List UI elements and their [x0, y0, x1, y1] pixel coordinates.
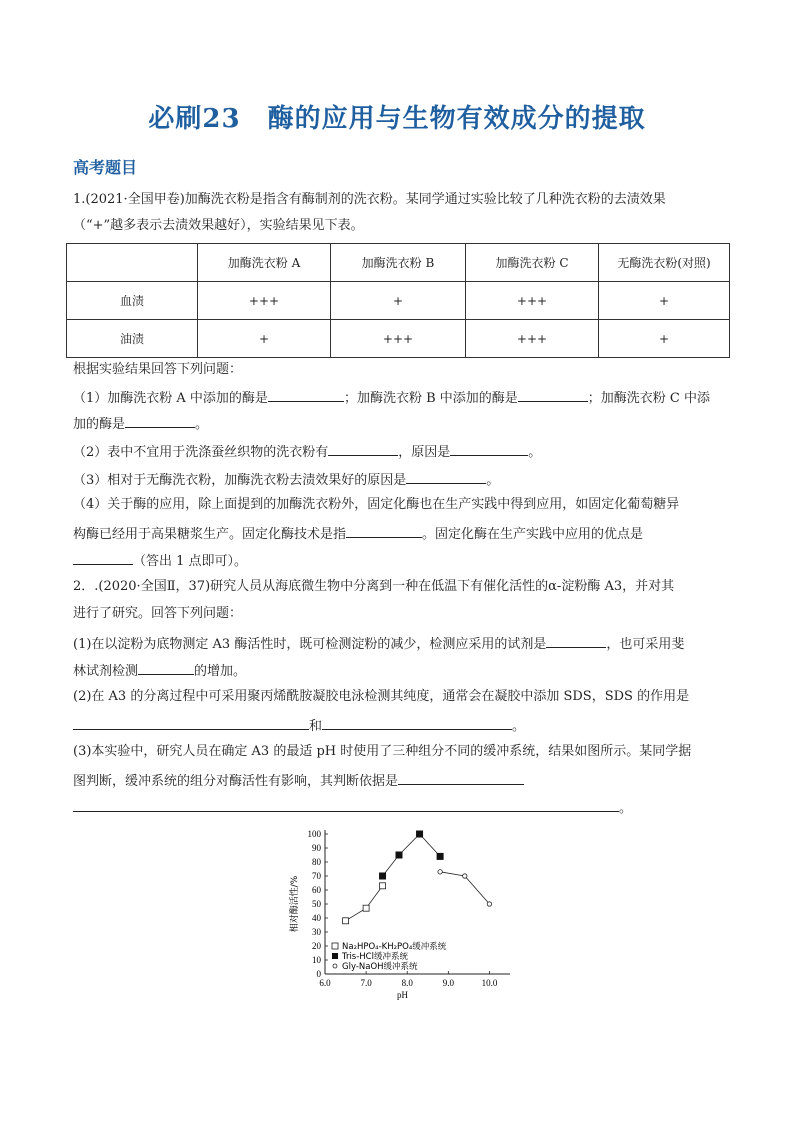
table-cell: 油渍: [67, 320, 198, 358]
data-point: [416, 831, 423, 838]
q1-part2: （2）表中不宜用于洗涤蚕丝织物的洗衣粉有 ，原因是 。: [73, 441, 733, 462]
table-cell: +: [198, 320, 331, 358]
y-tick-label: 10: [312, 955, 321, 965]
answer-blank[interactable]: [346, 523, 422, 538]
data-point: [438, 870, 442, 874]
page-title: 必刷23 酶的应用与生物有效成分的提取: [148, 104, 646, 134]
y-tick-label: 20: [312, 941, 321, 951]
q2-part1-line2: 林试剂检测 的增加。: [73, 660, 733, 681]
answer-blank[interactable]: [73, 797, 619, 812]
data-point: [380, 883, 386, 889]
y-tick-label: 100: [307, 829, 321, 839]
table-cell: 血渍: [67, 282, 198, 320]
table-row: [67, 320, 730, 358]
q2-part2-line2: 和 。: [73, 715, 733, 736]
table-cell: +++: [198, 282, 331, 320]
legend-marker: [333, 964, 337, 968]
q2-part2-line1: (2)在 A3 的分离过程中可采用聚丙烯酰胺凝胶电泳检测其纯度，通常会在凝胶中添加 SDS，SDS 的作用是: [73, 689, 690, 704]
answer-blank[interactable]: [125, 413, 195, 428]
q1-part3: （3）相对于无酶洗衣粉，加酶洗衣粉去渍效果好的原因是 。: [73, 469, 733, 490]
legend-label: Gly-NaOH缓冲系统: [342, 962, 418, 972]
data-point: [379, 873, 386, 880]
q1-part1-line2: 加的酶是 。: [73, 413, 733, 434]
data-point: [343, 918, 349, 924]
x-tick-label: 7.0: [360, 978, 372, 988]
y-tick-label: 50: [312, 899, 321, 909]
y-tick-label: 30: [312, 927, 321, 937]
table-header-cell: 加酶洗衣粉 B: [331, 244, 466, 282]
answer-blank[interactable]: [450, 441, 528, 456]
data-point: [487, 902, 491, 906]
x-tick-label: 10.0: [481, 978, 498, 988]
y-tick-label: 60: [312, 885, 321, 895]
x-tick-label: 9.0: [442, 978, 454, 988]
legend-label: Na₂HPO₄-KH₂PO₄缓冲系统: [342, 942, 447, 952]
series-line: [346, 886, 383, 921]
legend-label: Tris-HCl缓冲系统: [342, 952, 408, 962]
q2-intro-line2: 进行了研究。回答下列问题：: [73, 606, 243, 621]
answer-blank[interactable]: [73, 715, 309, 730]
x-tick-label: 6.0: [319, 978, 331, 988]
table-cell: +: [599, 282, 730, 320]
q2-part3-line3: 。: [73, 797, 733, 818]
q1-part4-line3: （答出 1 点即可）。: [73, 550, 733, 571]
table-cell: +: [599, 320, 730, 358]
enzyme-activity-chart: [280, 822, 520, 1007]
data-point: [396, 852, 403, 859]
table-header-cell: 加酶洗衣粉 A: [198, 244, 331, 282]
table-header-cell: [67, 244, 198, 282]
q1-part4-line2: 构酶已经用于高果糖浆生产。固定化酶技术是指 。固定化酶在生产实践中应用的优点是: [73, 523, 733, 544]
answer-blank[interactable]: [406, 469, 486, 484]
q1-answer-prompt: 根据实验结果回答下列问题：: [73, 362, 243, 377]
section-heading: 高考题目: [73, 158, 138, 177]
legend-marker: [332, 953, 338, 959]
y-tick-label: 0: [316, 969, 321, 979]
legend-marker: [332, 943, 338, 949]
answer-blank[interactable]: [546, 633, 606, 648]
answer-blank[interactable]: [322, 715, 512, 730]
table-cell: +++: [466, 320, 599, 358]
answer-blank[interactable]: [73, 550, 133, 565]
series-line: [383, 834, 441, 876]
table-cell: +++: [466, 282, 599, 320]
table-header-cell: 加酶洗衣粉 C: [466, 244, 599, 282]
table-cell: +++: [331, 320, 466, 358]
q2-part1-line1: (1)在以淀粉为底物测定 A3 酶活性时，既可检测淀粉的减少，检测应采用的试剂是 ，也可采用斐: [73, 633, 733, 654]
q1-part1-line1: （1）加酶洗衣粉 A 中添加的酶是 ；加酶洗衣粉 B 中添加的酶是 ；加酶洗衣粉 C 中添: [73, 387, 733, 408]
data-point: [363, 905, 369, 911]
answer-blank[interactable]: [398, 770, 524, 785]
q2-part3-line2: 图判断，缓冲系统的组分对酶活性有影响，其判断依据是: [73, 770, 733, 791]
x-axis-label: pH: [397, 990, 408, 1000]
q1-intro-line2: （“+”越多表示去渍效果越好），实验结果见下表。: [73, 218, 364, 233]
data-point: [437, 853, 444, 860]
answer-blank[interactable]: [328, 441, 398, 456]
answer-blank[interactable]: [138, 660, 194, 675]
table-header-cell: 无酶洗衣粉(对照): [599, 244, 730, 282]
q1-part4-line1: （4）关于酶的应用，除上面提到的加酶洗衣粉外，固定化酶也在生产实践中得到应用，如固定化葡萄糖异: [73, 497, 680, 512]
answer-blank[interactable]: [518, 387, 588, 402]
data-point: [463, 874, 467, 878]
y-tick-label: 70: [312, 871, 321, 881]
table-row: [67, 282, 730, 320]
answer-blank[interactable]: [268, 387, 344, 402]
q2-part3-line1: (3)本实验中，研究人员在确定 A3 的最适 pH 时使用了三种组分不同的缓冲系统，结果如图所示。某同学据: [73, 744, 692, 759]
x-tick-label: 8.0: [401, 978, 413, 988]
y-tick-label: 90: [312, 843, 321, 853]
y-axis-label: 相对酶活性/%: [290, 875, 300, 933]
table-cell: +: [331, 282, 466, 320]
results-table: [66, 243, 730, 358]
table-header-row: [67, 244, 730, 282]
y-tick-label: 40: [312, 913, 321, 923]
q2-intro-line1: 2．.(2020·全国Ⅱ，37)研究人员从海底微生物中分离到一种在低温下有催化活性的α-淀粉酶 A3，并对其: [73, 579, 675, 594]
q1-intro-line1: 1.(2021·全国甲卷)加酶洗衣粉是指含有酶制剂的洗衣粉。某同学通过实验比较了几种洗衣粉的去渍效果: [73, 192, 666, 207]
y-tick-label: 80: [312, 857, 321, 867]
